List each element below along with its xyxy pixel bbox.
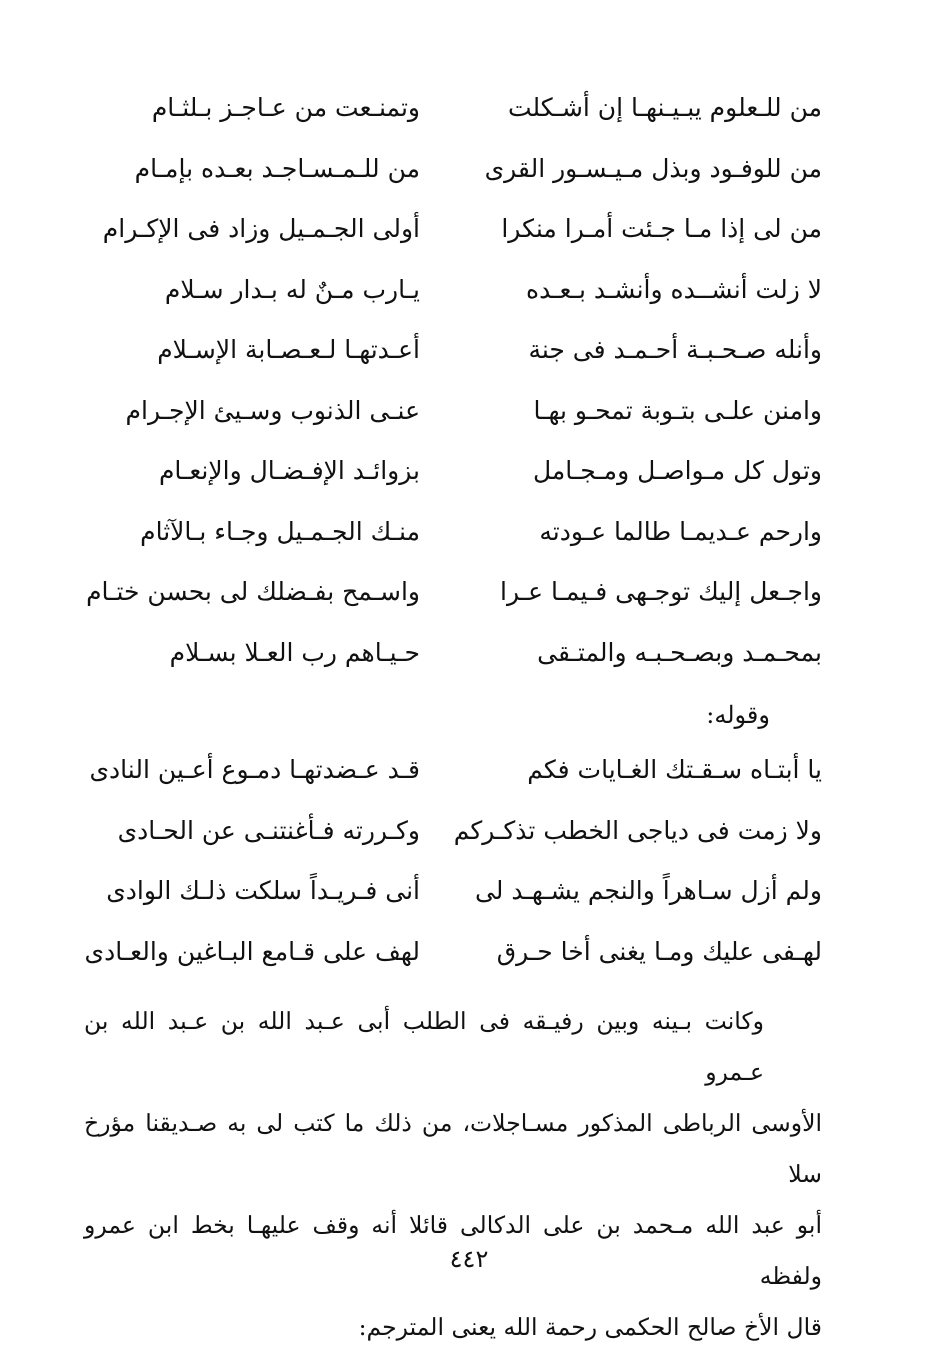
verse-second-hemistich: أنى فـريـداً سلكت ذلـك الوادى [106,876,420,905]
verse-first-hemistich: بمحـمـد وبصـحـبـه والمتـقى [537,637,822,667]
verse-second-hemistich: أعـدتهـا لـعـصـابة الإسـلام [157,335,420,364]
verse-first-hemistich: لا زلت أنشــده وأنشـد بـعـده [526,274,822,304]
verse-first-hemistich: من لى إذا مـا جـئت أمـرا منكرا [501,214,822,243]
verse-first-hemistich: وامنن علـى بتـوبة تمحـو بهـا [533,395,822,425]
verse-row [80,635,830,696]
verse-row [80,813,830,874]
poem-block-1 [80,90,830,695]
prose-line: وكانت بـينه وبين رفيـقه فى الطلب أبى عـبد الله بن عـبد الله بن عـمرو [84,1007,764,1086]
verse-second-hemistich: واسـمح بفـضلك لى بحسن ختـام [86,577,420,606]
verse-first-hemistich: لهـفى عليك ومـا يغنى أخا حـرق [496,936,822,966]
verse-second-hemistich: من للـمـسـاجـد بعـده بإمـام [134,153,420,183]
verse-first-hemistich: وأنله صـحـبـة أحـمـد فى جنة [528,335,822,364]
verse-row [80,393,830,454]
verse-second-hemistich: أولى الجـمـيل وزاد فى الإكـرام [102,214,420,243]
verse-first-hemistich: من للوفـود وبذل مـيـسـور القرى [484,153,822,183]
verse-row [80,574,830,635]
verse-first-hemistich: من للـعلوم يبـيـنهـا إن أشـكلت [507,93,822,122]
prose-line: الأوسى الرباطى المذكور مسـاجلات، من ذلك ما كتب لى به صـديقنا مؤرخ سلا [84,1109,822,1188]
verse-row [80,90,830,151]
verse-first-hemistich: واجـعل إليك توجـهى فـيمـا عـرا [500,577,822,606]
verse-first-hemistich: وتول كل مـواصـل ومـجـامل [532,456,822,485]
verse-second-hemistich: لهف على قـامع البـاغين والعـادى [84,936,420,966]
verse-second-hemistich: وكـررته فـأغنتنـى عن الحـادى [117,815,420,845]
verse-second-hemistich: عنـى الذنوب وسـيئ الإجـرام [125,395,420,425]
verse-first-hemistich: وارحم عـديمـا طالما عـودته [539,516,822,546]
verse-row [80,272,830,333]
poem-block-2 [80,752,830,994]
prose-line: أبو عبد الله مـحمد بن على الدكالى قائلا أنه وقف عليهـا بخط ابن عمرو ولفظه [84,1211,822,1290]
verse-row [80,873,830,934]
verse-second-hemistich: بزوائـد الإفـضـال والإنعـام [158,456,420,485]
verse-second-hemistich: وتمنـعت من عـاجـز بـلثـام [151,93,420,122]
verse-row [80,453,830,514]
page-number: ٤٤٢ [449,1245,489,1273]
verse-second-hemistich: قـد عـضدتهـا دمـوع أعـين النادى [89,755,420,784]
verse-row [80,211,830,272]
verse-second-hemistich: منـك الجـمـيل وجـاء بـالآثام [140,516,420,546]
verse-second-hemistich: يـارب مـنٌ له بـدار سـلام [164,274,420,304]
section-heading: وقوله: [706,701,770,729]
prose-paragraph [84,996,822,1353]
verse-row [80,514,830,575]
verse-row [80,332,830,393]
verse-row [80,151,830,212]
verse-first-hemistich: ولا زمت فى دياجى الخطب تذكـركم [453,815,822,845]
verse-row [80,934,830,995]
verse-row [80,752,830,813]
prose-line: قال الأخ صالح الحكمى رحمة الله يعنى المترجم: [358,1313,822,1341]
verse-first-hemistich: يا أبتـاه سـقـتك الغـايات فكم [527,755,822,784]
verse-first-hemistich: ولم أزل سـاهراً والنجم يشـهـد لى [474,876,822,905]
verse-second-hemistich: حـيـاهم رب العـلا بسـلام [169,637,420,667]
